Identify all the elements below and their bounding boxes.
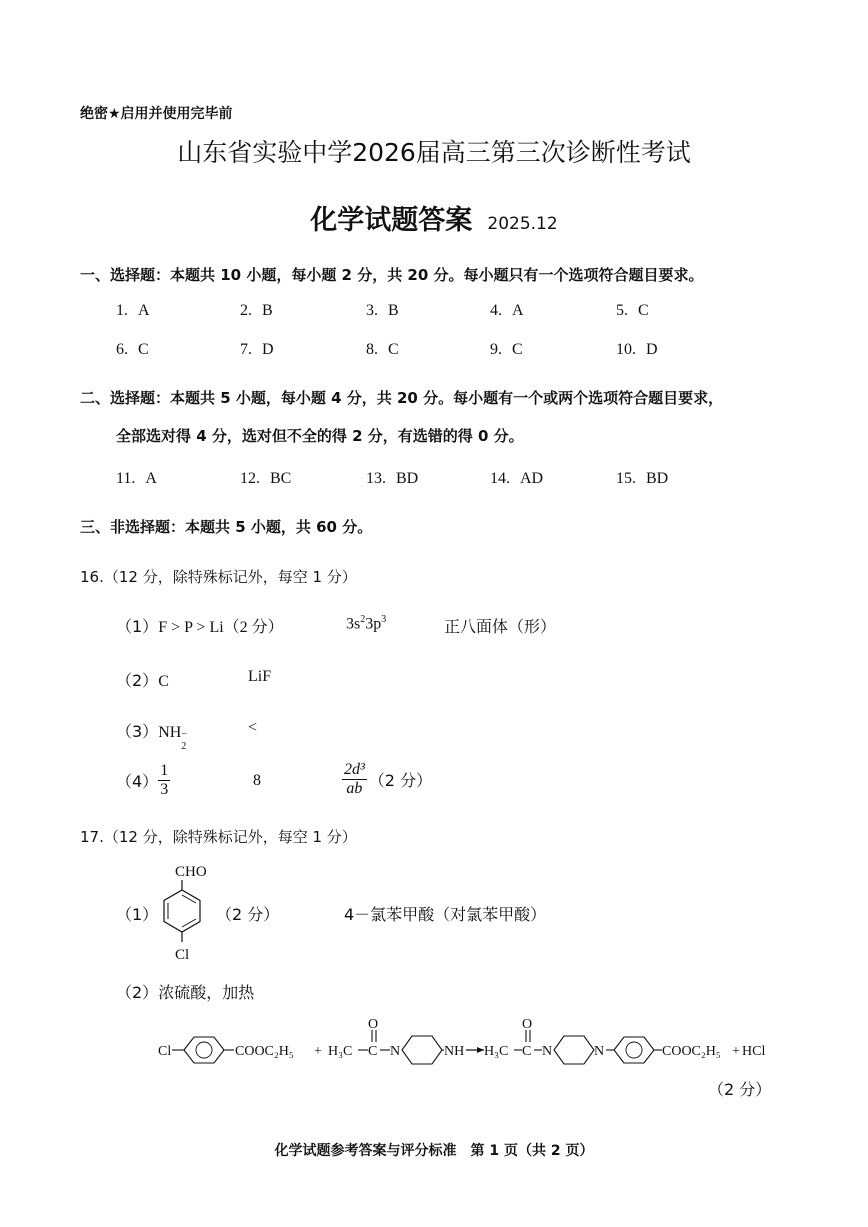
q16-p3-answer-b: < (248, 719, 258, 736)
confidential-notice: 绝密★启用并使用完毕前 (80, 106, 233, 122)
q16-p4-expr-num: 2d³ (344, 761, 365, 778)
section2-answer-number: 11. (116, 470, 136, 487)
q16-part1 (116, 614, 284, 637)
section1-answer-choice: A (512, 302, 524, 319)
reaction-equation (150, 1012, 780, 1074)
section2-answer-number: 15. (616, 470, 636, 487)
q17-p2-text: 浓硫酸，加热 (158, 983, 255, 1002)
q17-header: 17.（12 分，除特殊标记外，每空 1 分） (80, 828, 357, 846)
section1-heading: 一、选择题：本题共 10 小题，每小题 2 分，共 20 分。每小题只有一个选项符合题目要求。 (80, 266, 704, 284)
section2-heading-line1: 二、选择题：本题共 5 小题，每小题 4 分，共 20 分。每小题有一个或两个选项符合题目要求， (80, 389, 724, 407)
struct-cl: Cl (175, 947, 190, 963)
section2-answer-number: 13. (366, 470, 386, 487)
section1-answer-item (490, 302, 524, 320)
q17-part2 (116, 980, 254, 1003)
section2-answer-choice: BD (396, 470, 419, 487)
q17-p1-name: 4－氯苯甲酸（对氯苯甲酸） (344, 905, 547, 924)
section2-answer-choice: BD (646, 470, 669, 487)
section1-answer-choice: B (262, 302, 273, 319)
q16-p2-answer-a: C (158, 673, 169, 690)
eq-plus1: + (314, 1044, 322, 1059)
section1-answer-choice: D (646, 341, 658, 358)
section1-answer-number: 4. (490, 302, 502, 319)
q16-p4-points: （2 分） (368, 770, 433, 790)
q16-p2-label: （2） (116, 671, 159, 690)
section1-answer-number: 7. (240, 341, 252, 358)
q16-p4-label: （4） (116, 771, 159, 791)
section1-answer-choice: C (388, 341, 399, 358)
section1-answer-choice: A (138, 302, 150, 319)
q16-p4-fraction (158, 762, 170, 798)
q16-part3 (116, 719, 189, 752)
q16-p3-charge: − (181, 729, 187, 740)
q16-p1-label: （1） (116, 617, 159, 636)
q16-part4 (116, 762, 170, 798)
section1-answer-item (490, 341, 523, 359)
eq-hcl: HCl (742, 1044, 766, 1059)
q17-p1-points: （2 分） (216, 905, 280, 924)
struct-cho: CHO (175, 864, 207, 880)
q16-p4-answer-b: 8 (253, 772, 261, 789)
section1-answer-item (616, 341, 658, 359)
q16-p1-electron-config (346, 614, 386, 633)
q16-p4-expr-den: ab (346, 779, 363, 797)
section1-answer-number: 2. (240, 302, 252, 319)
q16-p4-expr (342, 761, 367, 797)
eq-n2: N (542, 1044, 553, 1059)
section1-answer-choice: C (512, 341, 523, 358)
chlorobenzaldehyde-structure (148, 858, 218, 966)
section1-answer-item (366, 341, 399, 359)
section2-answer-item (616, 470, 668, 488)
section1-answer-choice: C (138, 341, 149, 358)
q16-p1-answer-c: 正八面体（形） (444, 617, 557, 636)
section1-answer-choice: D (262, 341, 274, 358)
section1-answer-number: 5. (616, 302, 628, 319)
eq-n1: N (390, 1044, 401, 1059)
section1-answer-number: 9. (490, 341, 502, 358)
section2-answer-number: 14. (490, 470, 510, 487)
q16-p1-answer-a: F > P > Li（2 分） (158, 619, 284, 636)
eq-ester1: COOC₂H₅ (235, 1044, 294, 1059)
section1-answer-number: 6. (116, 341, 128, 358)
eq-nh: NH (444, 1044, 465, 1059)
section1-answer-item (116, 341, 149, 359)
page-footer: 化学试题参考答案与评分标准 第 1 页（共 2 页） (274, 1143, 594, 1159)
section2-heading-line2: 全部选对得 4 分，选对但不全的得 2 分，有选错的得 0 分。 (116, 427, 524, 445)
exam-date: 2025.12 (487, 214, 558, 234)
q16-p3-nh2 (158, 724, 189, 752)
section1-answer-item (240, 302, 273, 320)
eq-plus2: + (732, 1044, 740, 1059)
q17-p1-label: （1） (116, 905, 159, 924)
section1-answer-item (240, 341, 274, 359)
eq-ester2: COOC₂H₅ (662, 1044, 721, 1059)
q16-p1-config-3s: 3s (346, 615, 361, 633)
q16-p4-answer-c (342, 761, 432, 797)
section2-answer-choice: BC (270, 470, 292, 487)
eq-n3: N (594, 1044, 605, 1059)
q16-p3-nh: NH (158, 724, 182, 741)
q16-header: 16.（12 分，除特殊标记外，每空 1 分） (80, 568, 357, 586)
eq-cl: Cl (158, 1044, 172, 1059)
section2-answer-choice: AD (520, 470, 544, 487)
q16-p2-answer-b: LiF (248, 668, 272, 685)
q17-p2-points: （2 分） (708, 1080, 772, 1099)
subject-title-row (0, 198, 868, 237)
school-title: 山东省实验中学2026届高三第三次诊断性考试 (177, 138, 691, 167)
section1-answer-number: 3. (366, 302, 378, 319)
q16-part2 (116, 668, 169, 691)
eq-c2: C (522, 1044, 532, 1059)
section2-answer-choice: A (145, 470, 157, 487)
q16-p1-config-3p: 3p (365, 615, 382, 633)
section1-answer-item (116, 302, 150, 320)
section1-answer-choice: C (638, 302, 649, 319)
section1-answer-item (366, 302, 399, 320)
q16-p4-frac-den: 3 (160, 780, 169, 798)
section1-answer-number: 8. (366, 341, 378, 358)
section1-answer-item (616, 302, 649, 320)
q16-p3-label: （3） (116, 722, 159, 741)
q16-p3-subscript: 2 (181, 741, 187, 752)
eq-o2: O (522, 1017, 533, 1032)
section2-answer-item (116, 470, 157, 488)
q16-p4-frac-num: 1 (160, 762, 169, 779)
section1-answer-number: 1. (116, 302, 128, 319)
section1-answer-choice: B (388, 302, 399, 319)
eq-c1: C (368, 1044, 378, 1059)
section2-answer-item (490, 470, 543, 488)
section1-answer-number: 10. (616, 341, 636, 358)
subject-title: 化学试题答案 (310, 205, 473, 236)
section2-answer-number: 12. (240, 470, 260, 487)
section2-answer-item (366, 470, 418, 488)
eq-h3c1: H₃C (328, 1044, 353, 1059)
eq-o1: O (368, 1017, 379, 1032)
q17-p2-label: （2） (116, 983, 159, 1002)
q16-p1-config-sup1: 2 (360, 614, 366, 625)
section2-answer-item (240, 470, 291, 488)
q16-p1-config-sup2: 3 (381, 614, 387, 625)
section3-heading: 三、非选择题：本题共 5 小题，共 60 分。 (80, 518, 373, 536)
eq-h3c2: H₃C (484, 1044, 509, 1059)
